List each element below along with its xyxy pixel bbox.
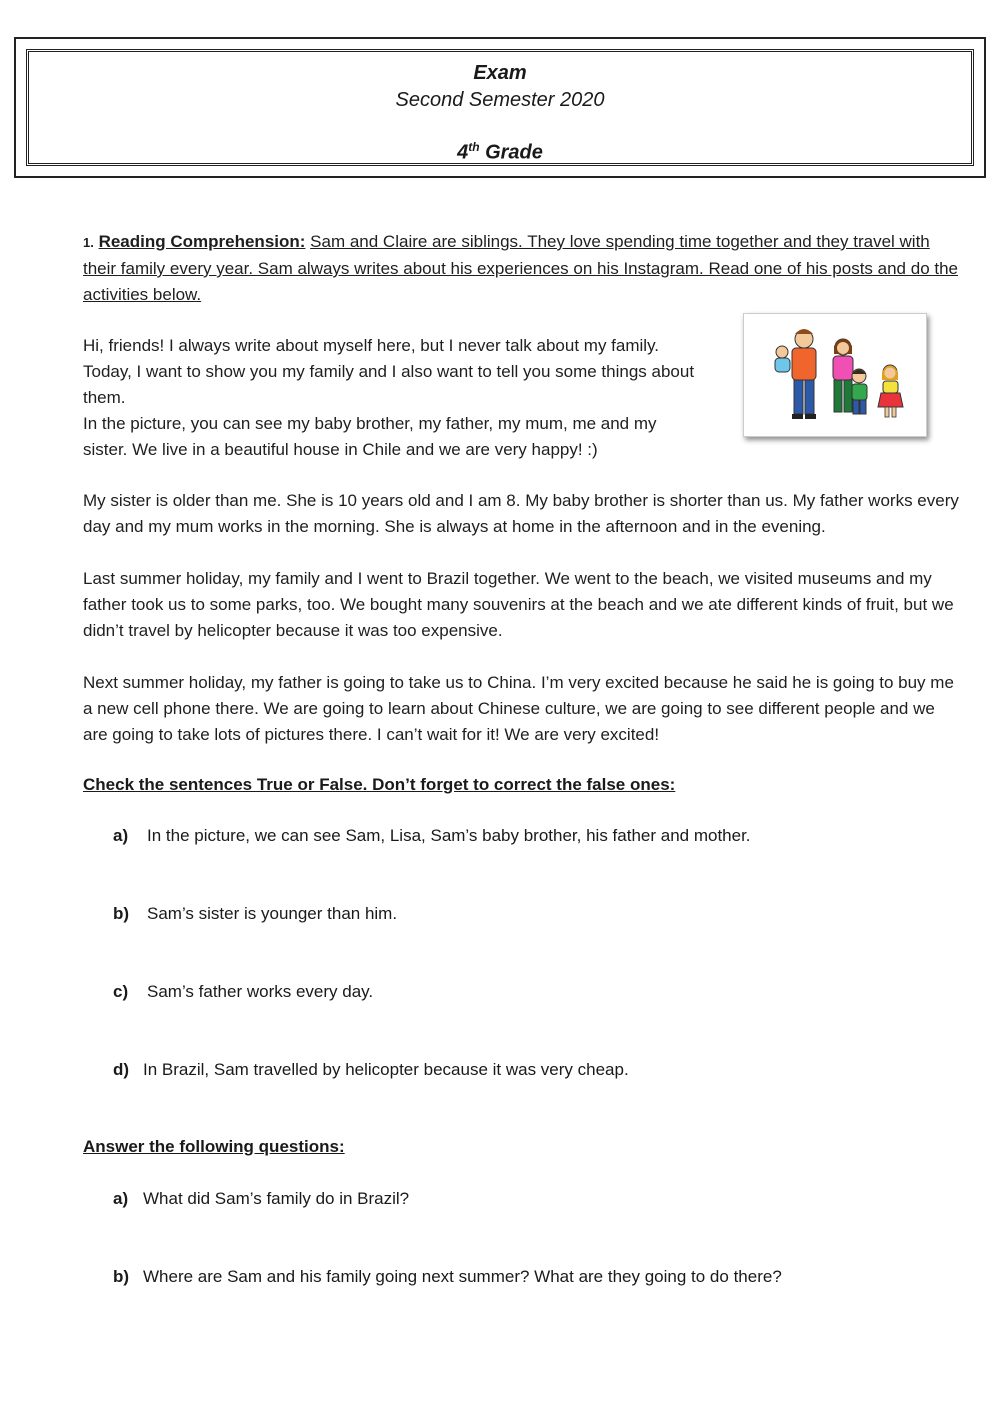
grade-label <box>29 140 971 165</box>
question-item <box>113 1267 782 1287</box>
true-false-item <box>113 982 373 1002</box>
post-paragraph-1 <box>83 333 698 463</box>
true-false-item <box>113 826 751 846</box>
grade-number: 4 <box>457 141 469 164</box>
post-paragraph-1b: In the picture, you can see my baby brother, my father, my mum, me and my sister. We live in a beautiful house in Chile and we are very happy! :) <box>83 414 657 459</box>
post-paragraph-3: Last summer holiday, my family and I went to Brazil together. We went to the beach, we visited museums and my father took us to some parks, too. We bought many souvenirs at the beach and we ate different kinds of fruit, but we didn’t travel by helicopter because it was too expensive. <box>83 569 954 640</box>
item-text: In Brazil, Sam travelled by helicopter because it was very cheap. <box>143 1060 629 1079</box>
true-false-item <box>113 904 397 924</box>
questions-heading: Answer the following questions: <box>83 1137 345 1156</box>
question-text: What did Sam’s family do in Brazil? <box>143 1189 410 1208</box>
item-text: In the picture, we can see Sam, Lisa, Sam’s baby brother, his father and mother. <box>147 826 751 845</box>
post-paragraph-2: My sister is older than me. She is 10 years old and I am 8. My baby brother is shorter than us. My father works every day and my mum works in the morning. She is always at home in the afternoon and in the evening. <box>83 491 959 536</box>
item-text: Sam’s father works every day. <box>147 982 374 1001</box>
item-text: Sam’s sister is younger than him. <box>147 904 398 923</box>
section-intro <box>83 229 963 308</box>
semester-label: Second Semester 2020 <box>395 89 605 111</box>
item-letter: c) <box>113 982 129 1001</box>
family-illustration <box>744 314 926 436</box>
true-false-heading: Check the sentences True or False. Don’t forget to correct the false ones: <box>83 775 676 794</box>
true-false-item <box>113 1060 629 1080</box>
question-item <box>113 1189 409 1209</box>
section-number: 1. <box>83 235 94 250</box>
post-paragraph-4: Next summer holiday, my father is going to take us to China. I’m very excited because he said he is going to buy me a new cell phone there. We are going to learn about Chinese culture, we are going to see different people and we are going to take lots of pictures there. I can’t wait for it! We are very excited! <box>83 673 954 744</box>
exam-header <box>14 37 986 178</box>
exam-header-inner <box>26 49 974 166</box>
exam-title: Exam <box>473 62 527 84</box>
question-text: Where are Sam and his family going next summer? What are they going to do there? <box>143 1267 782 1286</box>
grade-suffix: th <box>468 140 480 154</box>
family-picture <box>743 313 927 437</box>
question-letter: b) <box>113 1267 130 1286</box>
item-letter: b) <box>113 904 130 923</box>
section-intro-text: Sam and Claire are siblings. They love spending time together and they travel with their family every year. Sam always writes about his experiences on his Instagram. Read one of his posts and do the activities below. <box>83 232 959 304</box>
item-letter: a) <box>113 826 129 845</box>
item-letter: d) <box>113 1060 130 1079</box>
question-letter: a) <box>113 1189 129 1208</box>
grade-word: Grade <box>485 141 543 164</box>
post-paragraph-1a: Hi, friends! I always write about myself here, but I never talk about my family. Today, I want to show you my family and I also want to tell you some things about them. <box>83 336 695 407</box>
section-label: Reading Comprehension: <box>98 232 306 251</box>
